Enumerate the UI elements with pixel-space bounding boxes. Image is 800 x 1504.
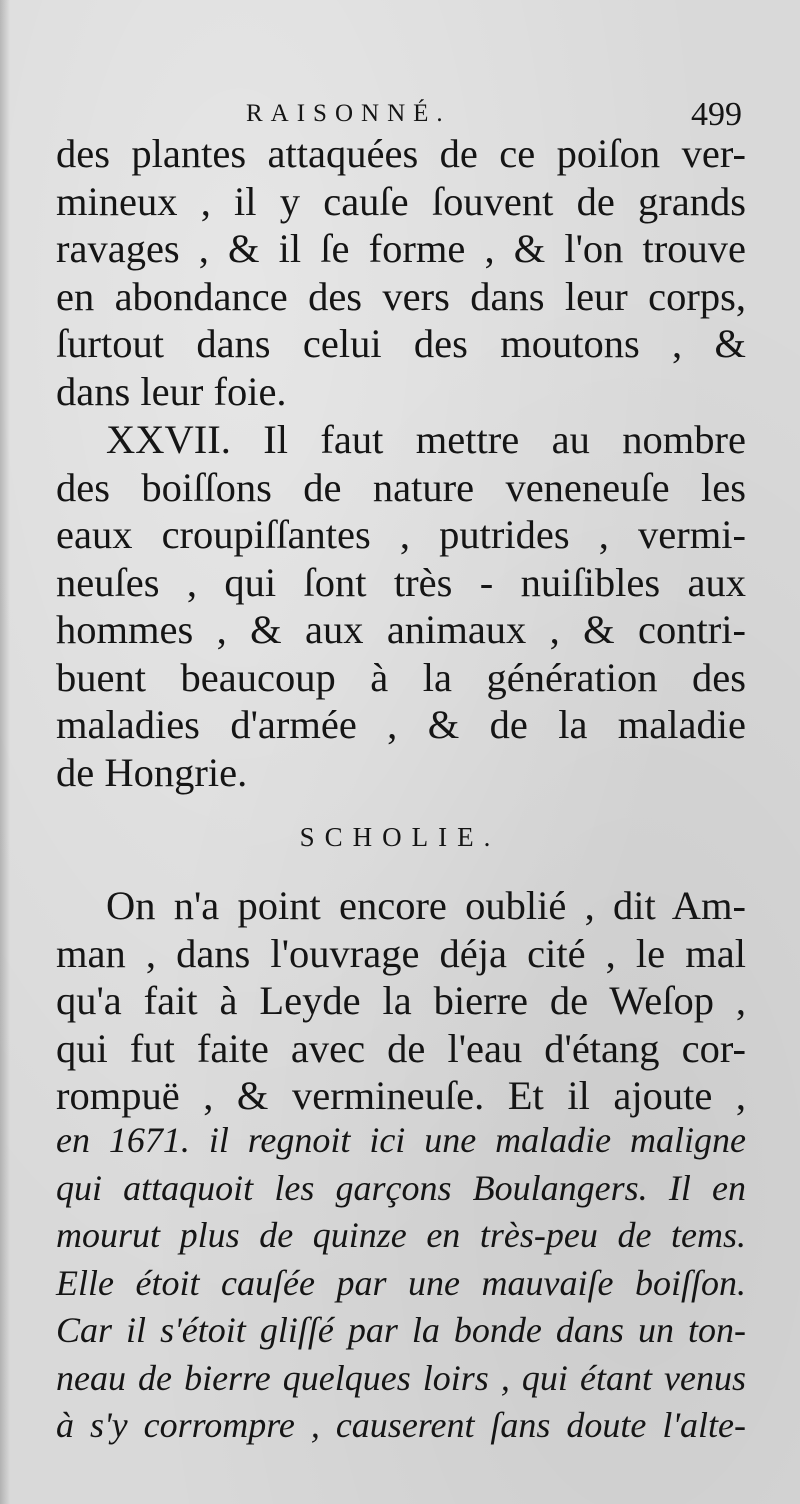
text-line: hommes , & aux animaux , & contri- xyxy=(56,607,746,652)
text-line: buent beaucoup à la génération des xyxy=(56,654,746,700)
text-line: qui attaquoit les garçons Boulangers. Il en xyxy=(56,1167,746,1208)
text-line: On n'a point encore oublié , dit Am- xyxy=(106,883,746,928)
text-line: neau de bierre quelques loirs , qui étant venus xyxy=(56,1357,746,1398)
text-line: qui fut faite avec de l'eau d'étang cor- xyxy=(56,1025,746,1071)
text-line: eaux croupiſſantes , putrides , vermi- xyxy=(56,512,746,557)
paragraph-1 xyxy=(56,130,746,415)
text-line: maladies d'armée , & de la maladie xyxy=(56,702,746,747)
text-line: man , dans l'ouvrage déja cité , le mal xyxy=(56,930,746,976)
page-number: 499 xyxy=(691,96,742,133)
text-line: dans leur foie. xyxy=(56,368,287,414)
text-line: en 1671. il regnoit ici une maladie maligne xyxy=(56,1120,746,1160)
text-line: qu'a fait à Leyde la bierre de Weſop , xyxy=(56,978,746,1023)
text-line: ſurtout dans celui des moutons , & xyxy=(56,321,746,366)
paragraph-2 xyxy=(56,416,746,796)
text-line: neuſes , qui ſont très - nuiſibles aux xyxy=(56,559,746,605)
paragraph-3-quotation xyxy=(56,1117,746,1450)
text-line: rompuë , & vermineuſe. Et il ajoute , xyxy=(56,1073,746,1118)
text-line: Elle étoit cauſée par une mauvaiſe boiſſon. xyxy=(56,1262,746,1303)
running-head-title: RAISONNÉ. xyxy=(246,100,451,127)
paragraph-3 xyxy=(56,882,746,1120)
text-line: des plantes attaquées de ce poiſon ver- xyxy=(56,131,746,176)
text-line: ravages , & il ſe forme , & l'on trouve xyxy=(56,226,746,271)
text-line: XXVII. Il faut mettre au nombre xyxy=(106,417,746,462)
text-line: de Hongrie. xyxy=(56,749,248,795)
text-line: Car il s'étoit gliſſé par la bonde dans un ton- xyxy=(56,1310,746,1350)
text-line: mineux , il y cauſe ſouvent de grands xyxy=(56,178,746,224)
text-line: des boiſſons de nature veneneuſe les xyxy=(56,464,746,510)
section-heading: SCHOLIE. xyxy=(299,822,501,852)
text-line: à s'y corrompre , causerent ſans doute l'alte- xyxy=(56,1405,746,1445)
text-line: en abondance des vers dans leur corps, xyxy=(56,273,746,319)
text-line: mourut plus de quinze en très-peu de tems. xyxy=(56,1215,746,1255)
